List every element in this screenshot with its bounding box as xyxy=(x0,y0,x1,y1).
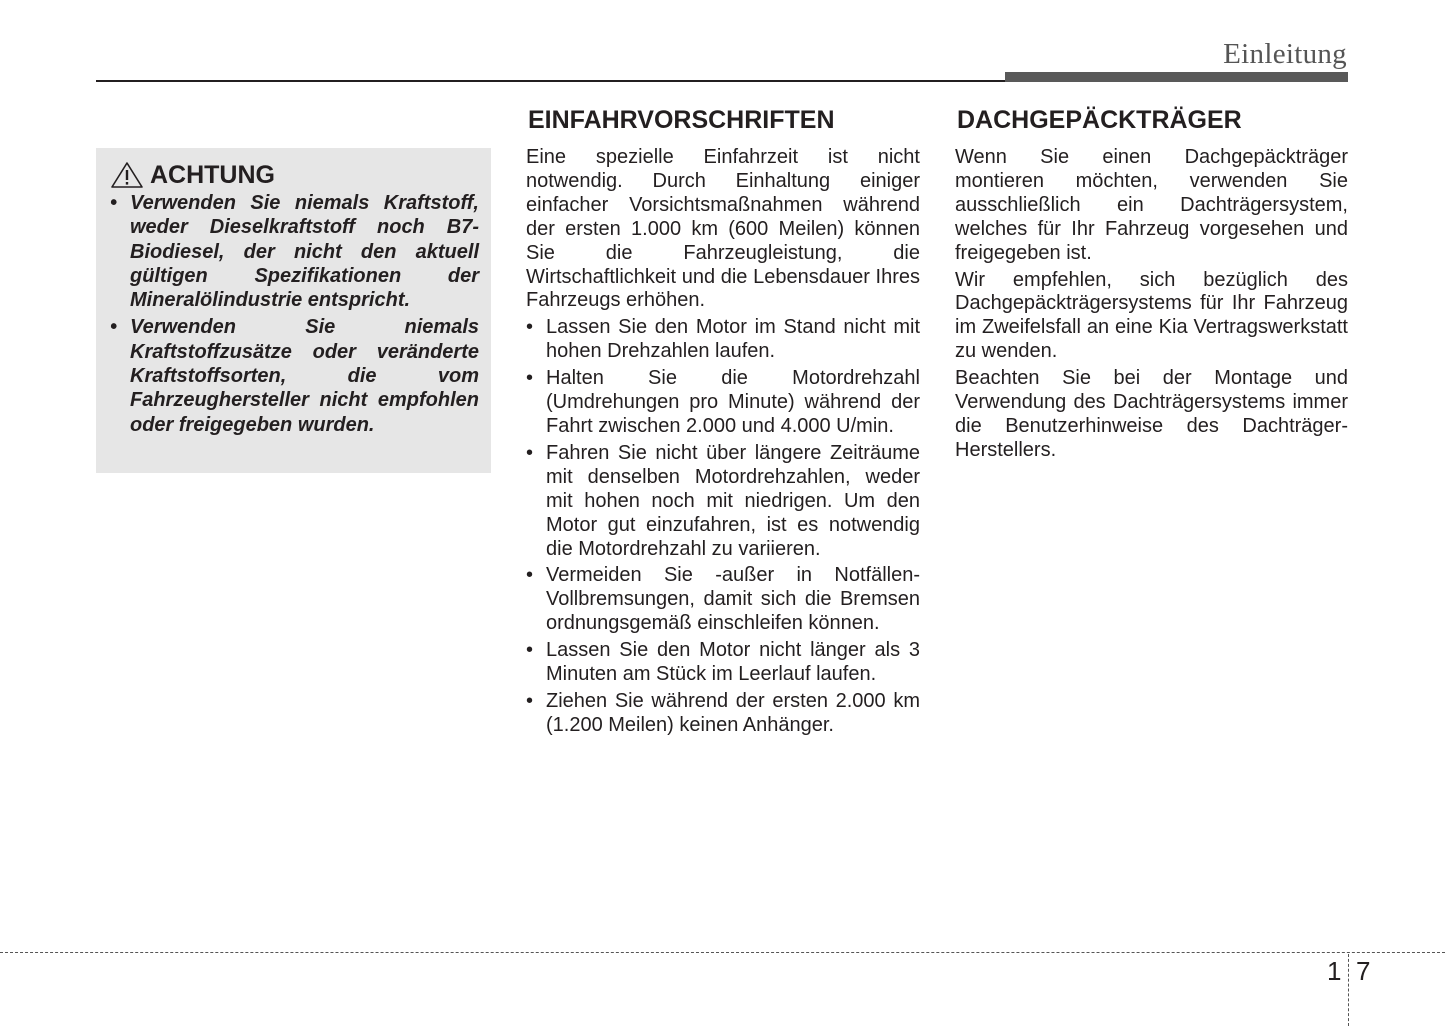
einfahr-bullet: • Ziehen Sie während der ersten 2.000 km (1.200 Meilen) keinen Anhänger. xyxy=(526,690,920,738)
einfahr-bullet: • Lassen Sie den Motor nicht länger als 3 Minuten am Stück im Leerlauf laufen. xyxy=(526,639,920,687)
chapter-number: 1 xyxy=(1327,956,1342,986)
header-accent-bar xyxy=(1005,72,1348,82)
page-number: 7 xyxy=(1356,956,1371,986)
footer-dashed-rule xyxy=(0,952,1445,953)
einfahr-bullet-list xyxy=(526,316,920,737)
warning-header xyxy=(108,160,479,190)
warning-box xyxy=(96,148,491,473)
einfahr-intro: Eine spezielle Einfahrzeit ist nicht notwendig. Durch Einhaltung einiger einfacher Vorsichtsmaßnahmen während der ersten 1.000 km (600 Meilen) können Sie die Fahrzeugleistung, die Wirtschaftlichkeit und die Lebensdauer Ihres Fahrzeugs erhöhen. xyxy=(526,146,920,312)
einfahr-bullet: • Vermeiden Sie -außer in Notfällen- Vollbremsungen, damit sich die Bremsen ordnungsgemäß einschleifen können. xyxy=(526,564,920,636)
warning-item: • Verwenden Sie niemals Kraftstoffzusätze oder veränderte Kraftstoffsorten, die vom Fahrzeughersteller nicht empfohlen oder freigegeben wurden. xyxy=(108,315,479,436)
warning-title: ACHTUNG xyxy=(150,160,275,189)
dach-section xyxy=(955,104,1348,466)
dach-paragraph: Beachten Sie bei der Montage und Verwendung des Dachträgersystems immer die Benutzerhinweise des Dachträger-Herstellers. xyxy=(955,367,1348,461)
page-number-separator xyxy=(1348,954,1349,1026)
warning-list xyxy=(108,191,479,437)
dach-paragraph: Wir empfehlen, sich bezüglich des Dachgepäckträgersystems für Ihr Fahrzeug im Zweifelsfall an eine Kia Vertragswerkstatt zu wenden. xyxy=(955,268,1348,363)
warning-triangle-icon xyxy=(110,161,144,189)
einfahr-title: EINFAHRVORSCHRIFTEN xyxy=(528,106,835,134)
einfahr-bullet: • Halten Sie die Motordrehzahl (Umdrehungen pro Minute) während der Fahrt zwischen 2.000 und 4.000 U/min. xyxy=(526,367,920,439)
dach-title: DACHGEPÄCKTRÄGER xyxy=(957,106,1242,134)
warning-item: • Verwenden Sie niemals Kraftstoff, weder Dieselkraftstoff noch B7-Biodiesel, der nicht den aktuell gültigen Spezifikationen der Mineralölindustrie entspricht. xyxy=(108,191,479,312)
einfahr-bullet: • Lassen Sie den Motor im Stand nicht mit hohen Drehzahlen laufen. xyxy=(526,316,920,364)
einfahr-bullet: • Fahren Sie nicht über längere Zeiträume mit denselben Motordrehzahlen, weder mit hohen noch mit niedrigen. Um den Motor gut einzufahren, ist es notwendig die Motordrehzahl zu variieren. xyxy=(526,442,920,562)
dach-paragraph: Wenn Sie einen Dachgepäckträger montieren möchten, verwenden Sie ausschließlich ein Dachträgersystem, welches für Ihr Fahrzeug vorgesehen und freigegeben ist. xyxy=(955,146,1348,264)
section-header-title: Einleitung xyxy=(1223,38,1347,70)
einfahr-section xyxy=(526,104,920,738)
